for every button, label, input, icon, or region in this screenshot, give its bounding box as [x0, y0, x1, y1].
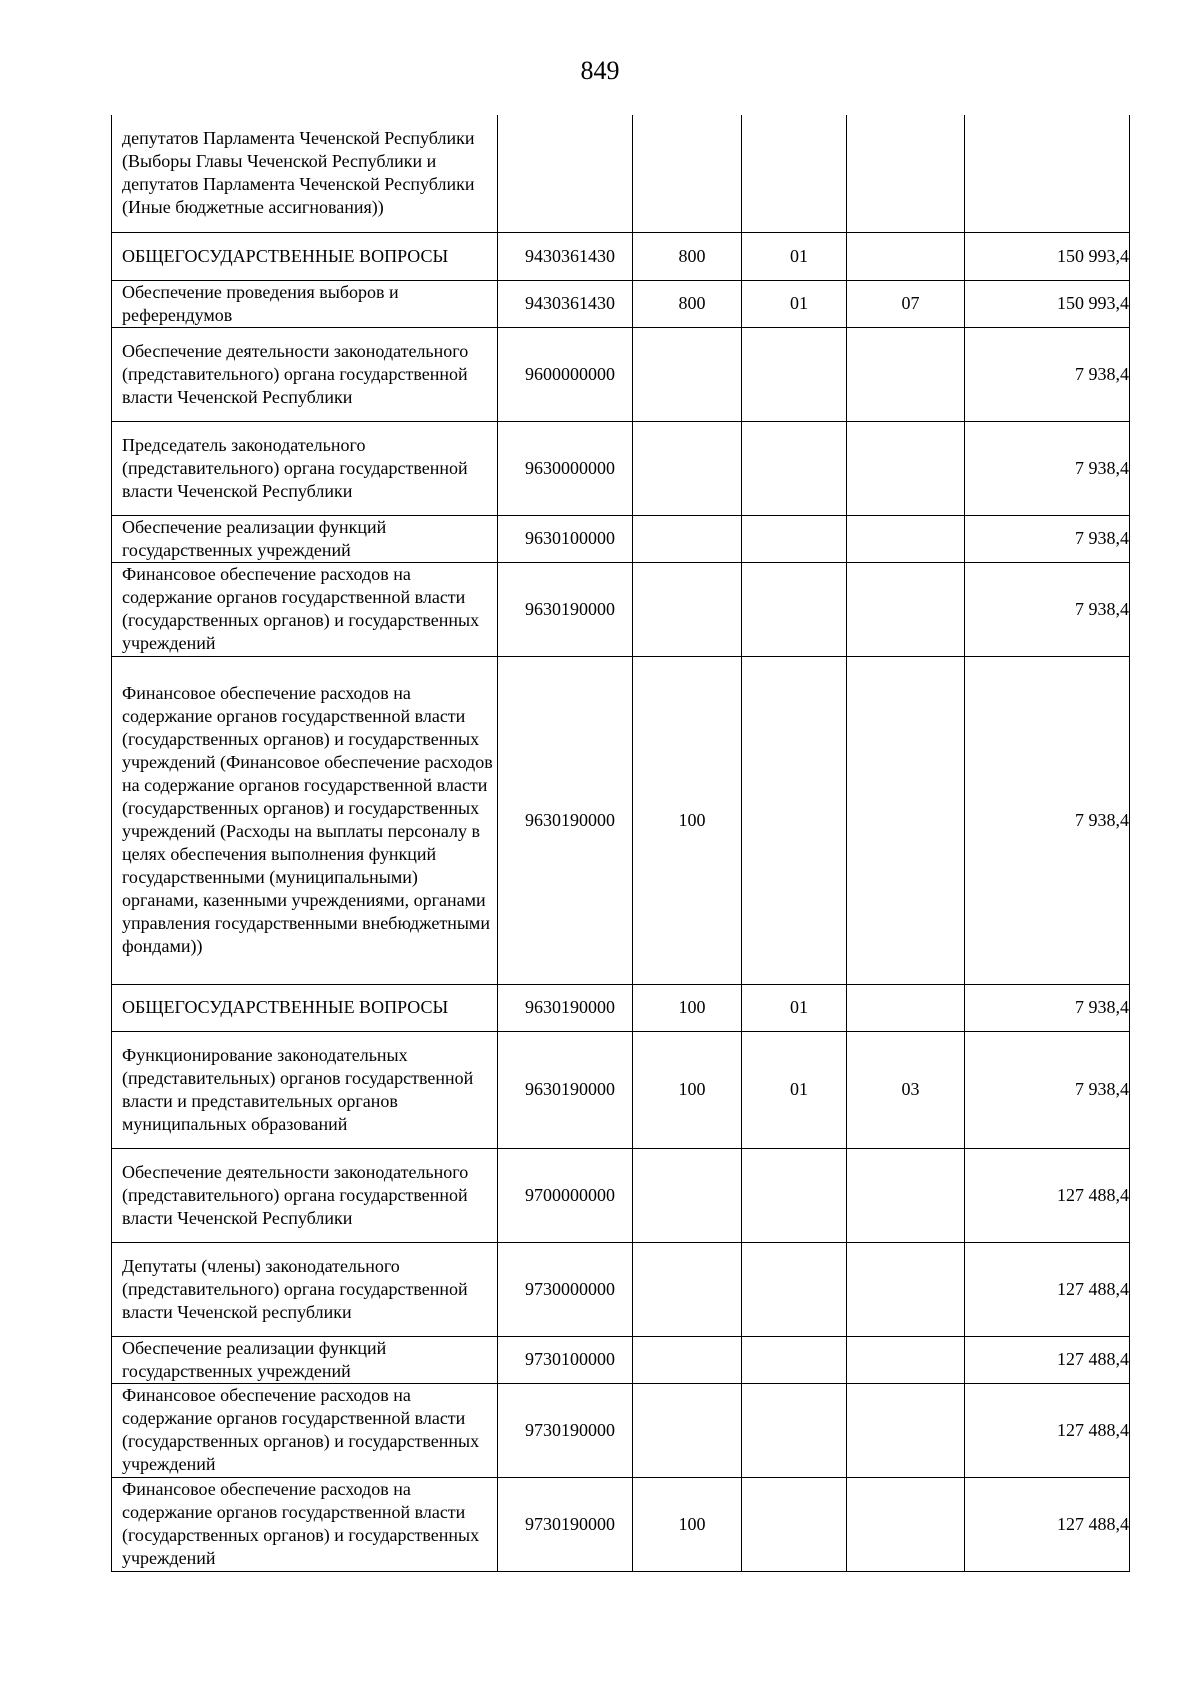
table-row — [112, 1336, 1130, 1383]
row-section: 01 — [742, 280, 847, 327]
row-subsection — [847, 232, 965, 280]
row-subsection — [847, 1336, 965, 1383]
table-row — [112, 984, 1130, 1031]
row-amount: 7 938,4 — [965, 1031, 1130, 1148]
row-subsection — [847, 115, 965, 232]
row-section — [742, 1336, 847, 1383]
row-code: 9730190000 — [498, 1477, 633, 1571]
table-row — [112, 1242, 1130, 1336]
row-subsection: 07 — [847, 280, 965, 327]
table-row — [112, 515, 1130, 562]
row-section — [742, 1383, 847, 1477]
row-section — [742, 327, 847, 421]
row-expense-type: 100 — [633, 1477, 742, 1571]
row-name: Обеспечение проведения выборов и референдумов — [112, 280, 498, 327]
table-row — [112, 656, 1130, 984]
row-amount: 7 938,4 — [965, 421, 1130, 515]
row-amount: 7 938,4 — [965, 656, 1130, 984]
row-name: Депутаты (члены) законодательного (представительного) органа государственной власти Чеченской республики — [112, 1242, 498, 1336]
row-code: 9730100000 — [498, 1336, 633, 1383]
row-name: Финансовое обеспечение расходов на содержание органов государственной власти (государственных органов) и государственных учреждений — [112, 1383, 498, 1477]
row-code: 9630190000 — [498, 984, 633, 1031]
row-section: 01 — [742, 232, 847, 280]
row-name: Председатель законодательного (представительного) органа государственной власти Чеченской Республики — [112, 421, 498, 515]
row-amount: 150 993,4 — [965, 280, 1130, 327]
row-code: 9630190000 — [498, 656, 633, 984]
row-subsection — [847, 562, 965, 656]
row-expense-type — [633, 327, 742, 421]
row-subsection — [847, 515, 965, 562]
table-row — [112, 327, 1130, 421]
table-row — [112, 562, 1130, 656]
row-subsection — [847, 421, 965, 515]
row-code: 9630000000 — [498, 421, 633, 515]
table-row — [112, 421, 1130, 515]
row-name: ОБЩЕГОСУДАРСТВЕННЫЕ ВОПРОСЫ — [112, 232, 498, 280]
row-section — [742, 1148, 847, 1242]
row-section — [742, 115, 847, 232]
row-expense-type — [633, 1242, 742, 1336]
row-code — [498, 115, 633, 232]
row-code: 9630100000 — [498, 515, 633, 562]
budget-table — [111, 115, 1130, 1572]
row-amount: 7 938,4 — [965, 984, 1130, 1031]
row-subsection: 03 — [847, 1031, 965, 1148]
row-amount: 127 488,4 — [965, 1336, 1130, 1383]
row-section — [742, 656, 847, 984]
row-expense-type: 800 — [633, 280, 742, 327]
row-expense-type — [633, 1336, 742, 1383]
table-row — [112, 1031, 1130, 1148]
row-amount: 127 488,4 — [965, 1242, 1130, 1336]
budget-table-body — [112, 115, 1130, 1571]
row-code: 9700000000 — [498, 1148, 633, 1242]
table-row — [112, 1148, 1130, 1242]
row-subsection — [847, 327, 965, 421]
page-number: 849 — [580, 56, 620, 85]
row-amount: 150 993,4 — [965, 232, 1130, 280]
row-name: Функционирование законодательных (представительных) органов государственной власти и представительных органов муниципальных образований — [112, 1031, 498, 1148]
row-expense-type: 100 — [633, 656, 742, 984]
row-amount: 127 488,4 — [965, 1148, 1130, 1242]
row-name: Обеспечение реализации функций государственных учреждений — [112, 515, 498, 562]
row-section — [742, 421, 847, 515]
row-subsection — [847, 1148, 965, 1242]
row-expense-type — [633, 562, 742, 656]
row-code: 9430361430 — [498, 280, 633, 327]
row-section — [742, 1477, 847, 1571]
row-subsection — [847, 656, 965, 984]
row-expense-type — [633, 1148, 742, 1242]
row-amount: 7 938,4 — [965, 515, 1130, 562]
row-expense-type — [633, 115, 742, 232]
row-section — [742, 515, 847, 562]
row-section — [742, 1242, 847, 1336]
row-subsection — [847, 1383, 965, 1477]
row-amount: 127 488,4 — [965, 1383, 1130, 1477]
row-section: 01 — [742, 984, 847, 1031]
row-section: 01 — [742, 1031, 847, 1148]
table-row — [112, 232, 1130, 280]
row-code: 9730190000 — [498, 1383, 633, 1477]
row-expense-type: 100 — [633, 1031, 742, 1148]
row-name: Обеспечение реализации функций государственных учреждений — [112, 1336, 498, 1383]
table-row — [112, 1383, 1130, 1477]
row-code: 9430361430 — [498, 232, 633, 280]
row-code: 9630190000 — [498, 562, 633, 656]
row-subsection — [847, 1242, 965, 1336]
row-expense-type: 100 — [633, 984, 742, 1031]
row-amount: 7 938,4 — [965, 327, 1130, 421]
row-name: Финансовое обеспечение расходов на содержание органов государственной власти (государственных органов) и государственных учреждений — [112, 562, 498, 656]
row-name: ОБЩЕГОСУДАРСТВЕННЫЕ ВОПРОСЫ — [112, 984, 498, 1031]
row-subsection — [847, 1477, 965, 1571]
row-code: 9600000000 — [498, 327, 633, 421]
table-row — [112, 115, 1130, 232]
table-row — [112, 1477, 1130, 1571]
row-expense-type — [633, 515, 742, 562]
row-expense-type: 800 — [633, 232, 742, 280]
row-code: 9630190000 — [498, 1031, 633, 1148]
row-name: Обеспечение деятельности законодательного (представительного) органа государственной власти Чеченской Республики — [112, 1148, 498, 1242]
row-amount: 7 938,4 — [965, 562, 1130, 656]
row-name: Финансовое обеспечение расходов на содержание органов государственной власти (государственных органов) и государственных учреждений — [112, 1477, 498, 1571]
row-name: Обеспечение деятельности законодательного (представительного) органа государственной власти Чеченской Республики — [112, 327, 498, 421]
row-amount — [965, 115, 1130, 232]
row-amount: 127 488,4 — [965, 1477, 1130, 1571]
row-expense-type — [633, 1383, 742, 1477]
row-subsection — [847, 984, 965, 1031]
row-name: Финансовое обеспечение расходов на содержание органов государственной власти (государственных органов) и государственных учреждений (Финансовое обеспечение расходов на содержание органов государственной власти (государственных органов) и государственных учреждений (Расходы на выплаты персоналу в целях обеспечения выполнения функций государственными (муниципальными) органами, казенными учреждениями, органами управления государственными внебюджетными фондами)) — [112, 656, 498, 984]
row-expense-type — [633, 421, 742, 515]
row-code: 9730000000 — [498, 1242, 633, 1336]
row-name: депутатов Парламента Чеченской Республики (Выборы Главы Чеченской Республики и депутатов Парламента Чеченской Республики (Иные бюджетные ассигнования)) — [112, 115, 498, 232]
table-row — [112, 280, 1130, 327]
row-section — [742, 562, 847, 656]
